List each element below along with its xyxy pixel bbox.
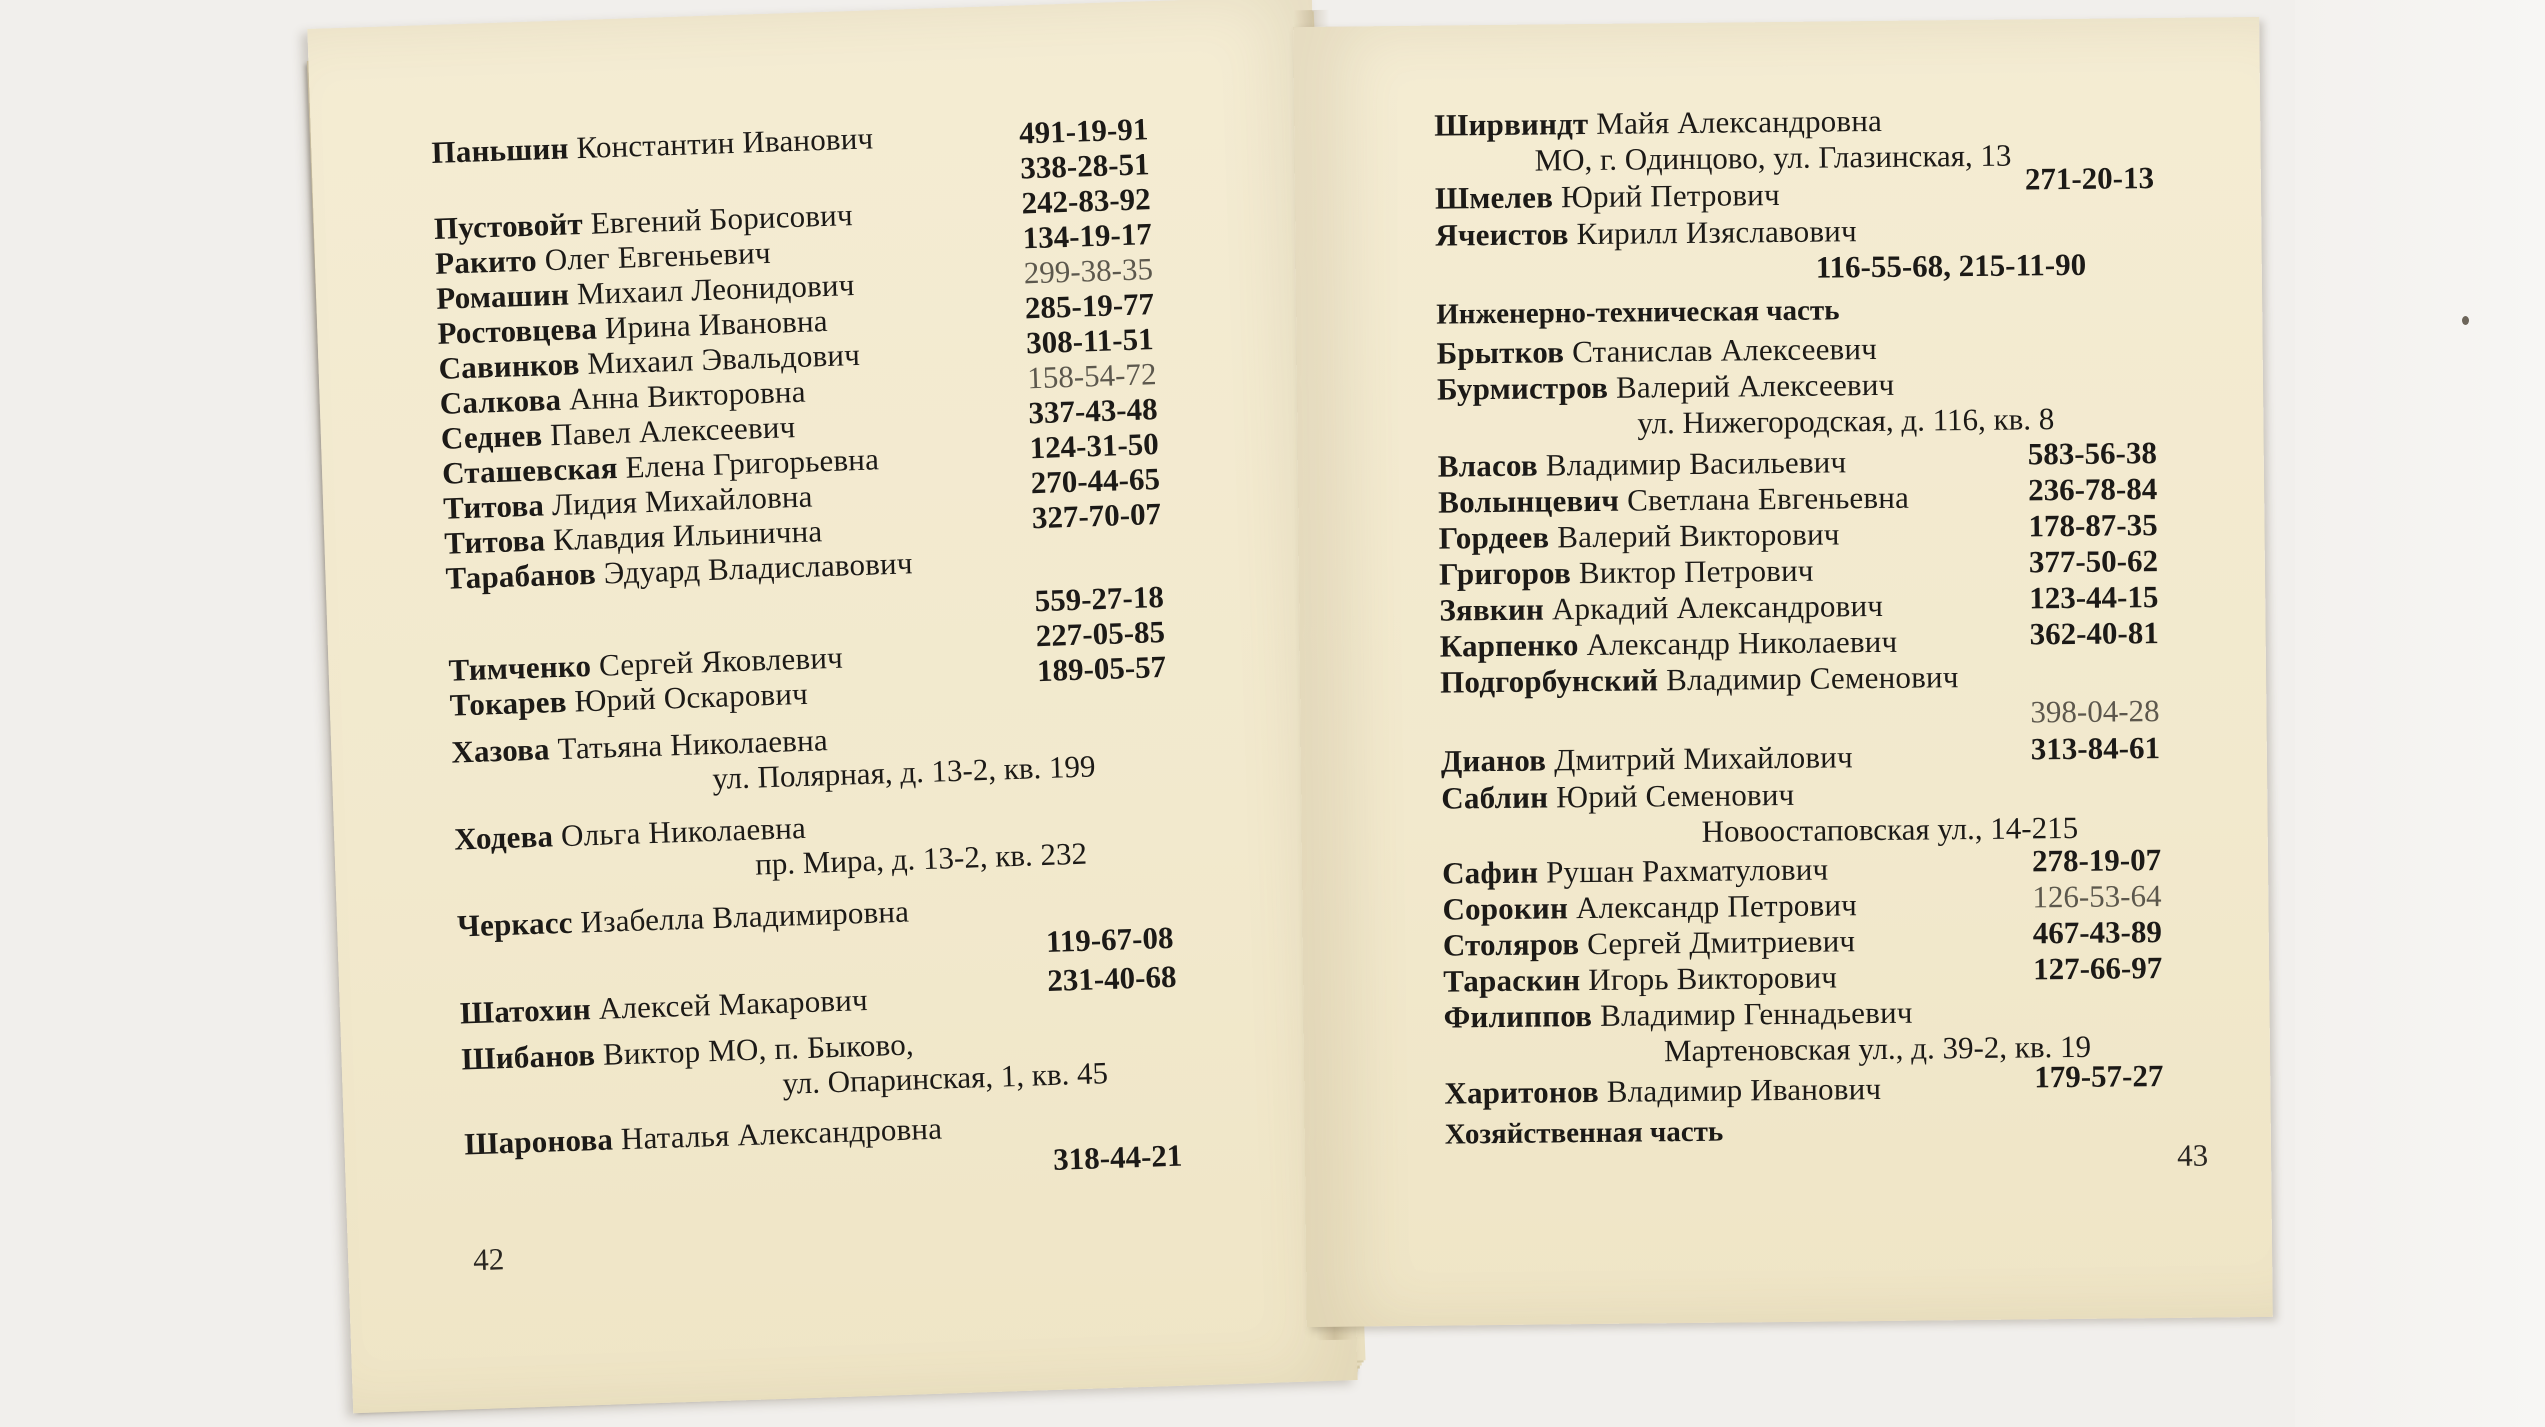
entry-name: Ромашин Михаил Леонидович	[435, 267, 855, 316]
entry-address: ул. Опаринская, 1, кв. 45	[781, 1055, 1109, 1101]
entry-name: Сташевская Елена Григорьевна	[441, 441, 880, 491]
entry-name: Бурмистров Валерий Алексеевич	[1436, 366, 1895, 407]
entry-phone: 559-27-18	[1034, 578, 1165, 619]
entry-name: Шатохин Алексей Макарович	[459, 982, 869, 1031]
entry-name: Ходева Ольга Николаевна	[453, 809, 807, 857]
entry-name: Черкасс Изабелла Владимировна	[456, 893, 910, 944]
entry-name: Саблин Юрий Семенович	[1441, 776, 1795, 816]
entry-name: Токарев Юрий Оскарович	[449, 675, 809, 723]
entry-name: Сафин Рушан Рахматулович	[1441, 851, 1829, 891]
section-heading: Инженерно-техническая часть	[1436, 294, 1840, 331]
entry-name: Ракито Олег Евгеньевич	[434, 234, 772, 281]
entry-phone: 377-50-62	[2028, 543, 2159, 580]
entry-address: ул. Нижегородская, д. 116, кв. 8	[1637, 401, 2055, 441]
entry-name: Харитонов Владимир Иванович	[1444, 1070, 1882, 1111]
entry-phone: 123-44-15	[2029, 579, 2159, 616]
entry-name: Шаронова Наталья Александровна	[463, 1110, 943, 1162]
dust-speck	[2462, 316, 2469, 325]
entry-phone: 124-31-50	[1029, 426, 1160, 466]
entry-name: Титова Лидия Михайловна	[442, 478, 814, 526]
entry-phone: 467-43-89	[2032, 914, 2163, 951]
entry-address: Новоостаповская ул., 14-215	[1701, 809, 2079, 849]
entry-address: Мартеновская ул., д. 39-2, кв. 19	[1663, 1028, 2092, 1069]
entry-phone: 318-44-21	[1052, 1137, 1183, 1177]
entry-phone: 227-05-85	[1035, 613, 1166, 654]
entry-name: Титова Клавдия Ильинична	[443, 513, 823, 561]
entry-phone: 236-78-84	[2027, 471, 2158, 508]
left-page	[307, 0, 1357, 1413]
entry-phone: 337-43-48	[1027, 391, 1159, 431]
entry-phone: 308-11-51	[1025, 321, 1155, 361]
entry-phone: 119-67-08	[1045, 919, 1174, 960]
entry-name: Ячеистов Кирилл Изяславович	[1435, 213, 1857, 253]
entry-name: Волынцевич Светлана Евгеньевна	[1438, 479, 1910, 520]
entry-phone: 179-57-27	[2034, 1058, 2164, 1095]
entry-phone: 362-40-81	[2029, 615, 2159, 652]
entry-phone: 158-54-72	[1026, 356, 1157, 396]
entry-name: Тарабанов Эдуард Владиславович	[445, 545, 914, 596]
entry-phone: 327-70-07	[1031, 496, 1162, 536]
entry-phone: 583-56-38	[2027, 435, 2158, 472]
entry-name: Карпенко Александр Николаевич	[1439, 623, 1898, 664]
entry-phone: 127-66-97	[2032, 950, 2163, 987]
entry-name: Савинков Михаил Эвальдович	[438, 336, 861, 386]
entry-name: Шибанов Виктор МО, п. Быково,	[460, 1026, 915, 1077]
page-number: 42	[472, 1241, 505, 1278]
section-heading: Хозяйственная часть	[1444, 1115, 1724, 1151]
entry-address: МО, г. Одинцово, ул. Глазинская, 13	[1534, 137, 2012, 178]
entry-name: Седнев Павел Алексеевич	[440, 409, 796, 456]
entry-phone: 231-40-68	[1046, 958, 1177, 999]
entry-phone: 189-05-57	[1036, 648, 1167, 689]
entry-phone: 299-38-35	[1023, 251, 1154, 291]
entry-name: Паньшин Константин Иванович	[430, 120, 874, 170]
entry-phone: 270-44-65	[1030, 461, 1161, 501]
entry-address: пр. Мира, д. 13-2, кв. 232	[754, 835, 1088, 882]
scan-background	[2295, 0, 2545, 1427]
entry-phone: 271-20-13	[2024, 160, 2155, 197]
entry-name: Сорокин Александр Петрович	[1442, 887, 1858, 927]
entry-name: Тараскин Игорь Викторович	[1443, 959, 1838, 999]
entry-phone: 278-19-07	[2031, 842, 2162, 879]
entry-name: Тимченко Сергей Яковлевич	[448, 639, 844, 688]
entry-phone: 338-28-51	[1019, 146, 1150, 186]
entry-name: Брытков Станислав Алексеевич	[1436, 330, 1878, 371]
entry-phone: 313-84-61	[2030, 730, 2161, 767]
entry-phone: 126-53-64	[2032, 878, 2162, 915]
entry-name: Шмелев Юрий Петрович	[1434, 177, 1780, 216]
entry-phone: 116-55-68, 215-11-90	[1815, 246, 2087, 285]
entry-name: Пустовойт Евгений Борисович	[433, 197, 854, 246]
right-page	[1293, 17, 2273, 1327]
entry-phone: 398-04-28	[2030, 693, 2160, 730]
entry-name: Григоров Виктор Петрович	[1438, 552, 1814, 592]
entry-name: Салкова Анна Викторовна	[439, 373, 807, 421]
entry-name: Дианов Дмитрий Михайлович	[1440, 739, 1853, 779]
entry-address: ул. Полярная, д. 13-2, кв. 199	[711, 748, 1096, 797]
entry-name: Ростовцева Ирина Ивановна	[436, 302, 829, 351]
entry-name: Филиппов Владимир Геннадьевич	[1443, 994, 1913, 1035]
entry-name: Хазова Татьяна Николаевна	[450, 722, 829, 770]
entry-name: Ширвиндт Майя Александровна	[1434, 102, 1883, 143]
entry-name: Зявкин Аркадий Александрович	[1439, 587, 1884, 628]
entry-name: Власов Владимир Васильевич	[1437, 444, 1847, 484]
entry-phone: 491-19-91	[1018, 111, 1149, 151]
entry-name: Гордеев Валерий Викторович	[1438, 516, 1840, 556]
page-number: 43	[2176, 1137, 2209, 1173]
entry-phone: 134-19-17	[1022, 216, 1153, 256]
entry-phone: 285-19-77	[1024, 286, 1155, 326]
entry-phone: 178-87-35	[2028, 507, 2158, 544]
entry-phone: 242-83-92	[1020, 181, 1152, 221]
entry-name: Подгорбунский Владимир Семенович	[1439, 659, 1959, 700]
entry-name: Столяров Сергей Дмитриевич	[1442, 923, 1856, 963]
